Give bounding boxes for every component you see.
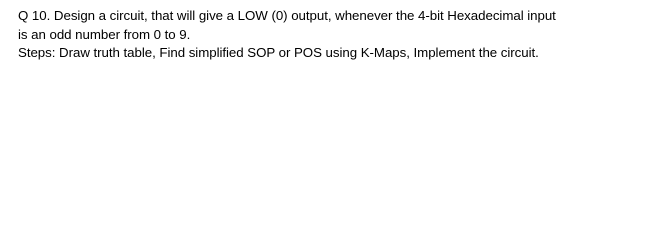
question-steps-line: Steps: Draw truth table, Find simplified SOP or POS using K-Maps, Implement the circuit. — [18, 45, 539, 60]
question-line-2: is an odd number from 0 to 9. — [18, 26, 191, 42]
question-text-block — [18, 7, 648, 63]
question-line-1: Q 10. Design a circuit, that will give a LOW (0) output, whenever the 4-bit Hexadecimal input — [18, 8, 556, 23]
